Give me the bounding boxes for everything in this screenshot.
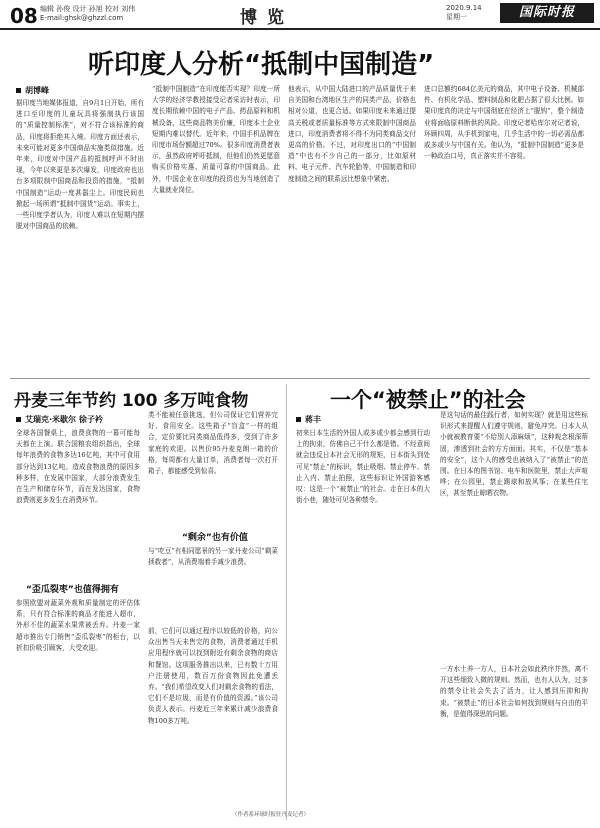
- staff-line: 编辑 孙俊 设计 孙旭 校对 刘伟: [40, 5, 136, 13]
- article2-column-2b: 与“吃豆”有相同愿景的另一家丹麦公司“剩菜拯救者”，从消费端着手减少浪费。: [148, 547, 278, 567]
- article1-headline: 听印度人分析“抵制中国制造”: [88, 50, 435, 80]
- column-divider: [286, 384, 287, 820]
- article1-column-1: 据印度当地媒体报道，自9月1日开始，所有进口至印度的儿童玩具将强制执行该国的“质量控制标准”，对不符合该标准的商品，印度将拒绝其入境。印度方面还表示，未来可能对更多中国商品实施类似措施。近年来，印度对中国产品的抵制呼声不时出现，今年以来更是多次爆发，印度政府也出台多项限制中国商品和投资的措施，“抵制中国制造”运动一度甚嚣尘上。印度民间也掀起一场所谓“抵制中国货”运动。事实上，一些印度学者认为，印度人难以在短期内摆脱对中国商品的依赖。: [16, 99, 144, 231]
- article2-column-1b: 参照欧盟对蔬菜外观和质量制定的评估体系，只有符合标准的商品才能进入超市，外形不佳的蔬菜水果常被丢弃。丹麦一家超市推出专门销售“歪瓜裂枣”的柜台，以折扣价吸引顾客，大受欢迎。: [16, 599, 140, 652]
- article2-subhead-1: “歪瓜裂枣”也值得拥有: [26, 585, 119, 595]
- header-rule: [0, 28, 600, 30]
- authors-names: 艾瑞克·米歇尔 徐子衿: [25, 415, 103, 424]
- article3-column-2: 是这句话的最佳践行者，如何实现？就是用这些标识形式来提醒人们遵守规则，避免冲突。日本人从小就被教育要“不给别人添麻烦”，这种观念根深蒂固，渗透到社会的方方面面。其实，不仅是“基本的安全”，这个人的感受也被纳入了“被禁止”的范围。在日本的图书馆、电车和医院里，禁止大声喧哗；在公园里，禁止踢球和放风筝；在某些住宅区，甚至禁止晾晒衣物。: [440, 411, 588, 498]
- article3-author: [296, 414, 321, 425]
- article1-column-4: 进口总额约684亿美元的商品，其中电子设备、机械部件、有机化学品、塑料制品和化肥占据了很大比例。如果印度真的决定与中国彻底在经济上“脱钩”，整个制造业将面临原料断供的风险。印度记者哈库尔对记者说，环顾四周，从手机到家电，几乎生活中的一切必需品都或多或少与中国有关。他认为，“抵制中国制造”更多是一种政治口号，真正落实并不容易。: [424, 85, 584, 161]
- section-title: 博览: [240, 8, 294, 28]
- article2-headline: 丹麦三年节约 100 多万吨食物: [14, 391, 249, 411]
- article3-headline: 一个“被禁止”的社会: [330, 388, 526, 412]
- issue-date: [446, 4, 482, 22]
- page-number: 08: [10, 4, 38, 28]
- article3-column-3: 一方水土养一方人，日本社会如此秩序井然，离不开这些细致入微的规则。然而，也有人认为，过多的禁令让社会失去了活力，让人感到压抑和拘束。“被禁止”的日本社会如何找到规则与自由的平衡，是值得深思的问题。: [440, 665, 588, 718]
- section-divider: [10, 378, 590, 379]
- staff-credits: [40, 5, 135, 23]
- article3-column-1: 初来日本生活的外国人或多或少都会感到行动上的拘束，仿佛自己干什么都是错。不经意间就会违反日本社会无形的规矩，日本街头到处可见“禁止”的标识，禁止吸烟、禁止停车、禁止入内、禁止拍照，这些标识让外国游客感叹：这是一个“被禁止”的社会。走在日本的大街小巷，随处可见各种禁令。: [296, 429, 430, 505]
- date-text: 2020.9.14: [446, 4, 482, 12]
- newspaper-logo: 国际时报: [500, 3, 594, 23]
- author-name: 蒋丰: [305, 415, 321, 424]
- weekday-text: 星期一: [446, 13, 467, 21]
- article1-author: [16, 85, 49, 96]
- article2-column-2: 类不能被任意挑选，但公司保证它们营养完好、食用安全。这些箱子“盲盒”一样的组合，定价要比同类商品低得多，受到了许多家庭的欢迎。以售价95丹麦克朗一箱的价格，每周都有大量订单，消费者每一次打开箱子，都能感受到惊喜。: [148, 411, 278, 476]
- article2-subhead-2: “剩余”也有价值: [182, 533, 248, 543]
- article2-column-3: 前，它们可以通过程序以较低的价格，向公众出售当天未售完的食物，消费者通过手机应用程序就可以找到附近有剩余食物的商店和餐馆。这项服务推出以来，已有数十万用户注册使用，数百万份食物因此免遭丢弃。“我们希望改变人们对剩余食物的看法，它们不是垃圾，而是有价值的资源。”该公司负责人表示。丹麦近三年来累计减少浪费食物100多万吨。: [148, 627, 278, 725]
- author-name: 胡博峰: [25, 86, 49, 95]
- article1-column-3: 他表示，从中国大陆进口的产品质量优于来自美国和台湾地区生产的同类产品，价格也相对公道，也更合适。如果印度未来通过提高关税或者质量标准等方式来限制中国商品进口，印度消费者将不得不为同类商品支付更高的价格。不过，对印度出口的“中国制造”中也有不少自己的一部分，比如原材料、电子元件、汽车轮胎等，中国制造和印度制造之间的联系远比想象中紧密。: [288, 85, 416, 183]
- article2-credit: （作者系环球时报驻丹麦记者）: [232, 812, 310, 818]
- article2-column-1: 全球各国餐桌上，浪费食物的一幕可能每天都在上演。联合国粮农组织指出，全球每年浪费的食物多达16亿吨，其中可食用部分达到13亿吨。造成食物浪费的原因多种多样，在发展中国家，大部分浪费发生在生产和储存环节，而在发达国家，食物浪费则更多发生在消费环节。: [16, 429, 140, 505]
- email-line: E-mail:ghsk@ghzzl.com: [40, 14, 124, 22]
- article2-authors: [16, 414, 103, 425]
- page-header: [0, 0, 600, 28]
- article1-column-2: “抵制中国制造”在印度能否实现？印度一所大学的经济学教授接受记者采访时表示，印度长期依赖中国的电子产品、药品原料和机械设备，这些商品物美价廉，印度本土企业短期内难以替代。近年来，中国手机品牌在印度市场份额超过70%。很多印度消费者表示，虽然政府呼吁抵制，但他们仍然更愿意购买价格实惠、质量可靠的中国商品。此外，中国企业在印度的投资也为当地创造了大量就业岗位。: [152, 85, 280, 194]
